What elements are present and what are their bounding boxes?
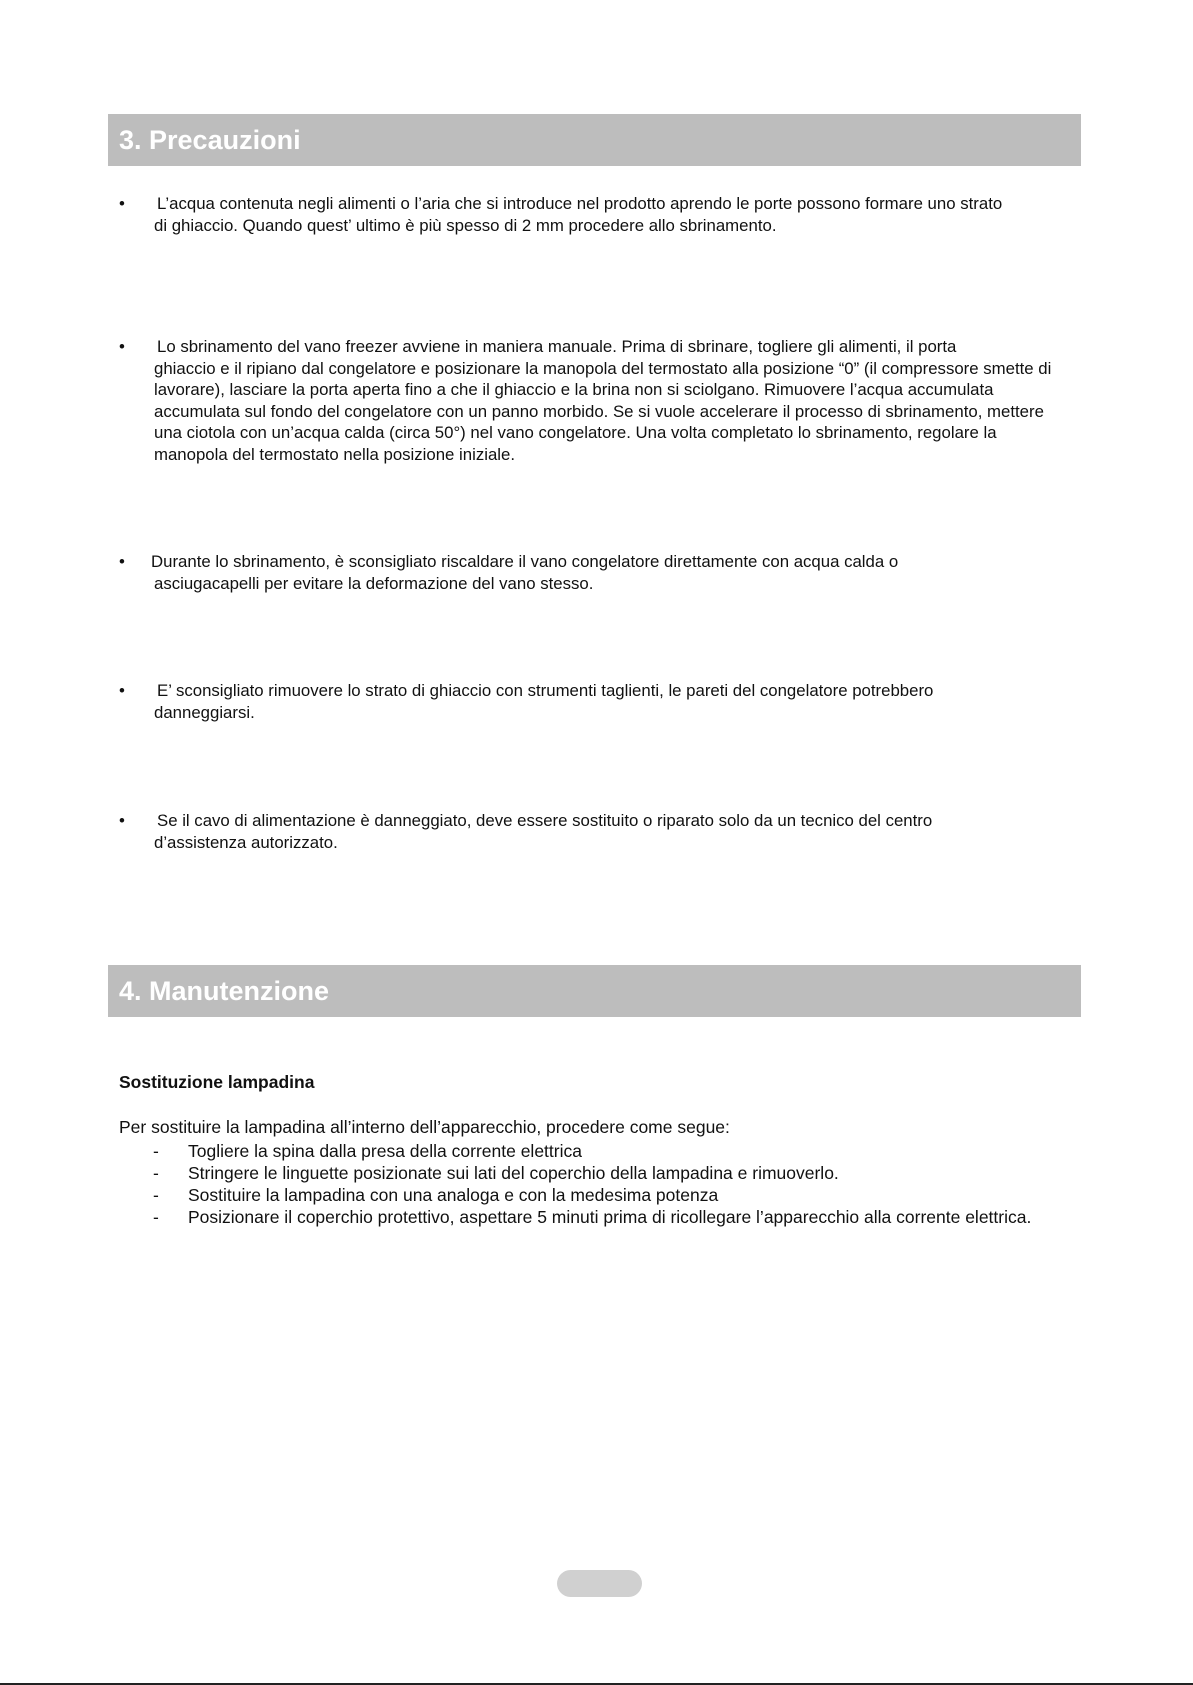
list-item bbox=[153, 1206, 1089, 1228]
dash-marker: - bbox=[153, 1207, 159, 1227]
bullet-text-line1: E’ sconsigliato rimuovere lo strato di ghiaccio con strumenti taglienti, le pareti del congelatore potrebbero bbox=[157, 681, 934, 700]
bullet-text-rest: asciugacapelli per evitare la deformazione del vano stesso. bbox=[154, 573, 594, 593]
step-text: Togliere la spina dalla presa della corrente elettrica bbox=[188, 1141, 582, 1161]
bullet-text-line1: Lo sbrinamento del vano freezer avviene in maniera manuale. Prima di sbrinare, togliere gli alimenti, il porta bbox=[157, 337, 957, 356]
bullet-text-rest: ghiaccio e il ripiano dal congelatore e posizionare la manopola del termostato alla posizione “0” (il compressore smette di lavorare), lasciare la porta aperta fino a che il ghiaccio e la brina non si sciolgano. Rimuovere l’acqua accumulata accumulata sul fondo del congelatore con un panno morbido. Se si vuole accelerare il processo di sbrinamento, mettere una ciotola con un’acqua calda (circa 50°) nel vano congelatore. Una volta completato lo sbrinamento, regolare la manopola del termostato nella posizione iniziale. bbox=[154, 358, 1052, 464]
page-number-badge bbox=[557, 1570, 642, 1597]
bullet-marker: • bbox=[119, 194, 125, 213]
step-text: Stringere le linguette posizionate sui lati del coperchio della lampadina e rimuoverlo. bbox=[188, 1163, 839, 1183]
bullet-marker: • bbox=[119, 337, 125, 356]
bullet-marker: • bbox=[119, 552, 125, 571]
bullet-text-line1: L’acqua contenuta negli alimenti o l’aria che si introduce nel prodotto aprendo le porte possono formare uno strato bbox=[157, 194, 1003, 213]
section-title-manutenzione: 4. Manutenzione bbox=[108, 965, 1081, 1017]
step-text: Posizionare il coperchio protettivo, aspettare 5 minuti prima di ricollegare l’apparecchio alla corrente elettrica. bbox=[188, 1207, 1032, 1227]
step-text: Sostituire la lampadina con una analoga e con la medesima potenza bbox=[188, 1185, 719, 1205]
bullet-text-line1: Se il cavo di alimentazione è danneggiato, deve essere sostituito o riparato solo da un tecnico del centro bbox=[157, 811, 933, 830]
dash-marker: - bbox=[153, 1163, 159, 1183]
list-item bbox=[153, 1184, 1089, 1206]
steps-list bbox=[153, 1140, 1089, 1228]
bullet-marker: • bbox=[119, 681, 125, 700]
dash-marker: - bbox=[153, 1185, 159, 1205]
bullet-text-line1: Durante lo sbrinamento, è sconsigliato riscaldare il vano congelatore direttamente con acqua calda o bbox=[151, 552, 899, 571]
bullet-text-rest: d’assistenza autorizzato. bbox=[154, 832, 338, 852]
section-title-precauzioni: 3. Precauzioni bbox=[108, 114, 1081, 166]
subheading-lamp-replacement: Sostituzione lampadina bbox=[119, 1072, 315, 1092]
bullet-text-rest: danneggiarsi. bbox=[154, 702, 255, 722]
dash-marker: - bbox=[153, 1141, 159, 1161]
bullet-marker: • bbox=[119, 811, 125, 830]
bullet-text-rest: di ghiaccio. Quando quest’ ultimo è più spesso di 2 mm procedere allo sbrinamento. bbox=[154, 215, 777, 235]
list-item bbox=[153, 1140, 1089, 1162]
list-item bbox=[153, 1162, 1089, 1184]
intro-text: Per sostituire la lampadina all’interno dell’apparecchio, procedere come segue: bbox=[119, 1117, 730, 1137]
